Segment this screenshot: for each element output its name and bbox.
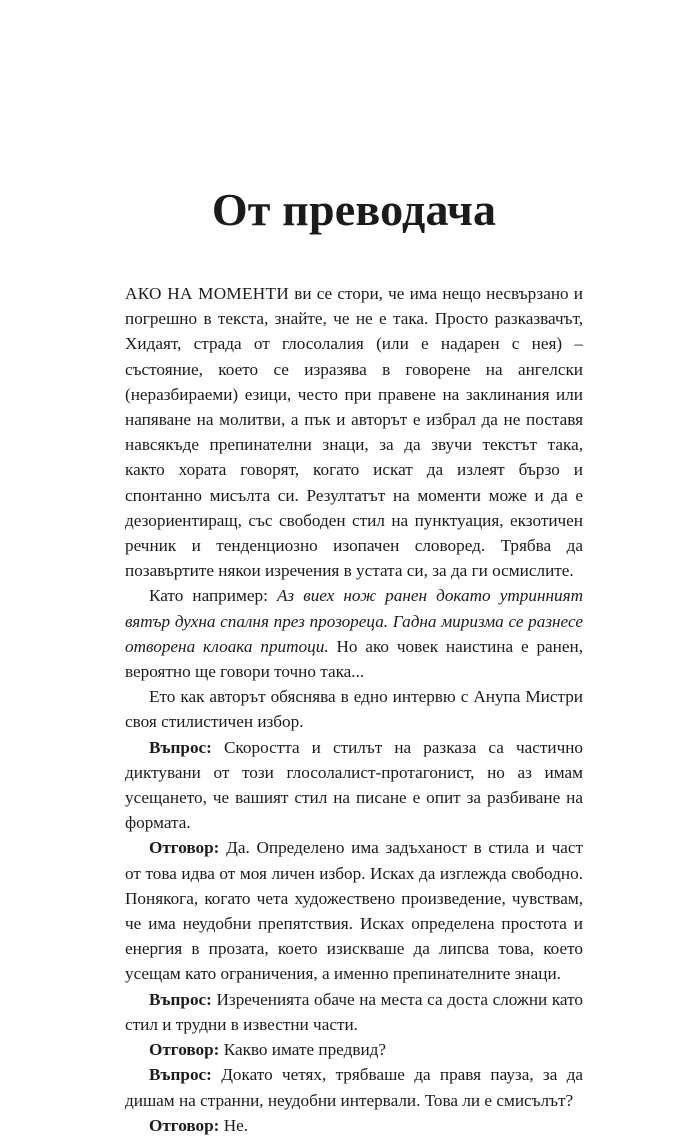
page-content: [125, 180, 583, 1138]
interview-intro-paragraph: Ето как авторът обяснява в едно интервю с Анупа Мистри своя стилистичен избор.: [125, 687, 583, 732]
dialogue-label: Отговор:: [149, 1040, 220, 1060]
intro-lead: АКО НА МОМЕНТИ: [125, 284, 290, 303]
dialogue-text: Изреченията обаче на места са доста сложни като стил и трудни в известни части.: [125, 989, 583, 1034]
dialogue-label: Въпрос:: [149, 989, 212, 1009]
dialogue-text: Скоростта и стилът на разказа са частично диктувани от този глосолалист-протагонист, но аз имам усещането, че вашият стил на писане е опит за разбиване на формата.: [125, 737, 583, 833]
dialogue-answer-3: [125, 1113, 583, 1138]
intro-text: ви се стори, че има нещо несвързано и погрешно в текста, знайте, че не е така. Просто разказвачът, Хидаят, страда от глосолалия (или е надарен с нея) – състояние, което се изразява в говорене на ангелски (неразбираеми) езици, често при правене на заклинания или напяване на молитви, а пък и авторът е избрал да не поставя навсякъде препинателни знаци, за да звучи текстът така, както хората говорят, когато искат да излеят бързо и спонтанно мисълта си. Резултатът на моменти може и да е дезориентиращ, със свободен стил на пунктуация, екзотичен речник и тенденциозно изопачен словоред. Трябва да позавъртите някои изречения в устата си, за да ги осмислите.: [125, 284, 584, 581]
dialogue-label: Отговор:: [149, 1115, 220, 1135]
dialogue-label: Въпрос:: [149, 737, 212, 757]
dialogue-answer-1: [125, 835, 583, 986]
dialogue-text: Не.: [219, 1115, 249, 1135]
example-tail: Но ако човек наистина е ранен, вероятно ще говори точно така...: [125, 636, 583, 682]
example-lead: Като например:: [149, 586, 277, 606]
dialogue-answer-2: [125, 1037, 583, 1062]
dialogue-question-3: [125, 1062, 583, 1112]
example-paragraph: [125, 583, 583, 684]
page-title: От преводача: [211, 184, 497, 235]
example-quote: Аз виех нож ранен докато утринният вятър духна спалня през прозореца. Гадна миризма се разнесе отворена клоака притоци.: [125, 586, 583, 656]
dialogue-text: Да. Определено има задъханост в стила и част от това идва от моя личен избор. Исках да изглежда свободно. Понякога, когато чета художествено произведение, чувствам, че има неудобни препятствия. Исках определена простота и енергия в прозата, което изискваше да липсва това, което усещам като ограничения, а именно препинателните знаци.: [125, 838, 583, 984]
dialogue-label: Отговор:: [149, 838, 220, 858]
dialogue-question-2: [125, 987, 583, 1037]
intro-paragraph: [125, 281, 583, 583]
dialogue-text: Докато четях, трябваше да правя пауза, за да дишам на странни, неудобни интервали. Това ли е смисълът?: [125, 1065, 583, 1110]
dialogue-text: Какво имате предвид?: [219, 1040, 387, 1060]
dialogue-label: Въпрос:: [149, 1065, 212, 1085]
dialogue-question-1: [125, 735, 583, 836]
